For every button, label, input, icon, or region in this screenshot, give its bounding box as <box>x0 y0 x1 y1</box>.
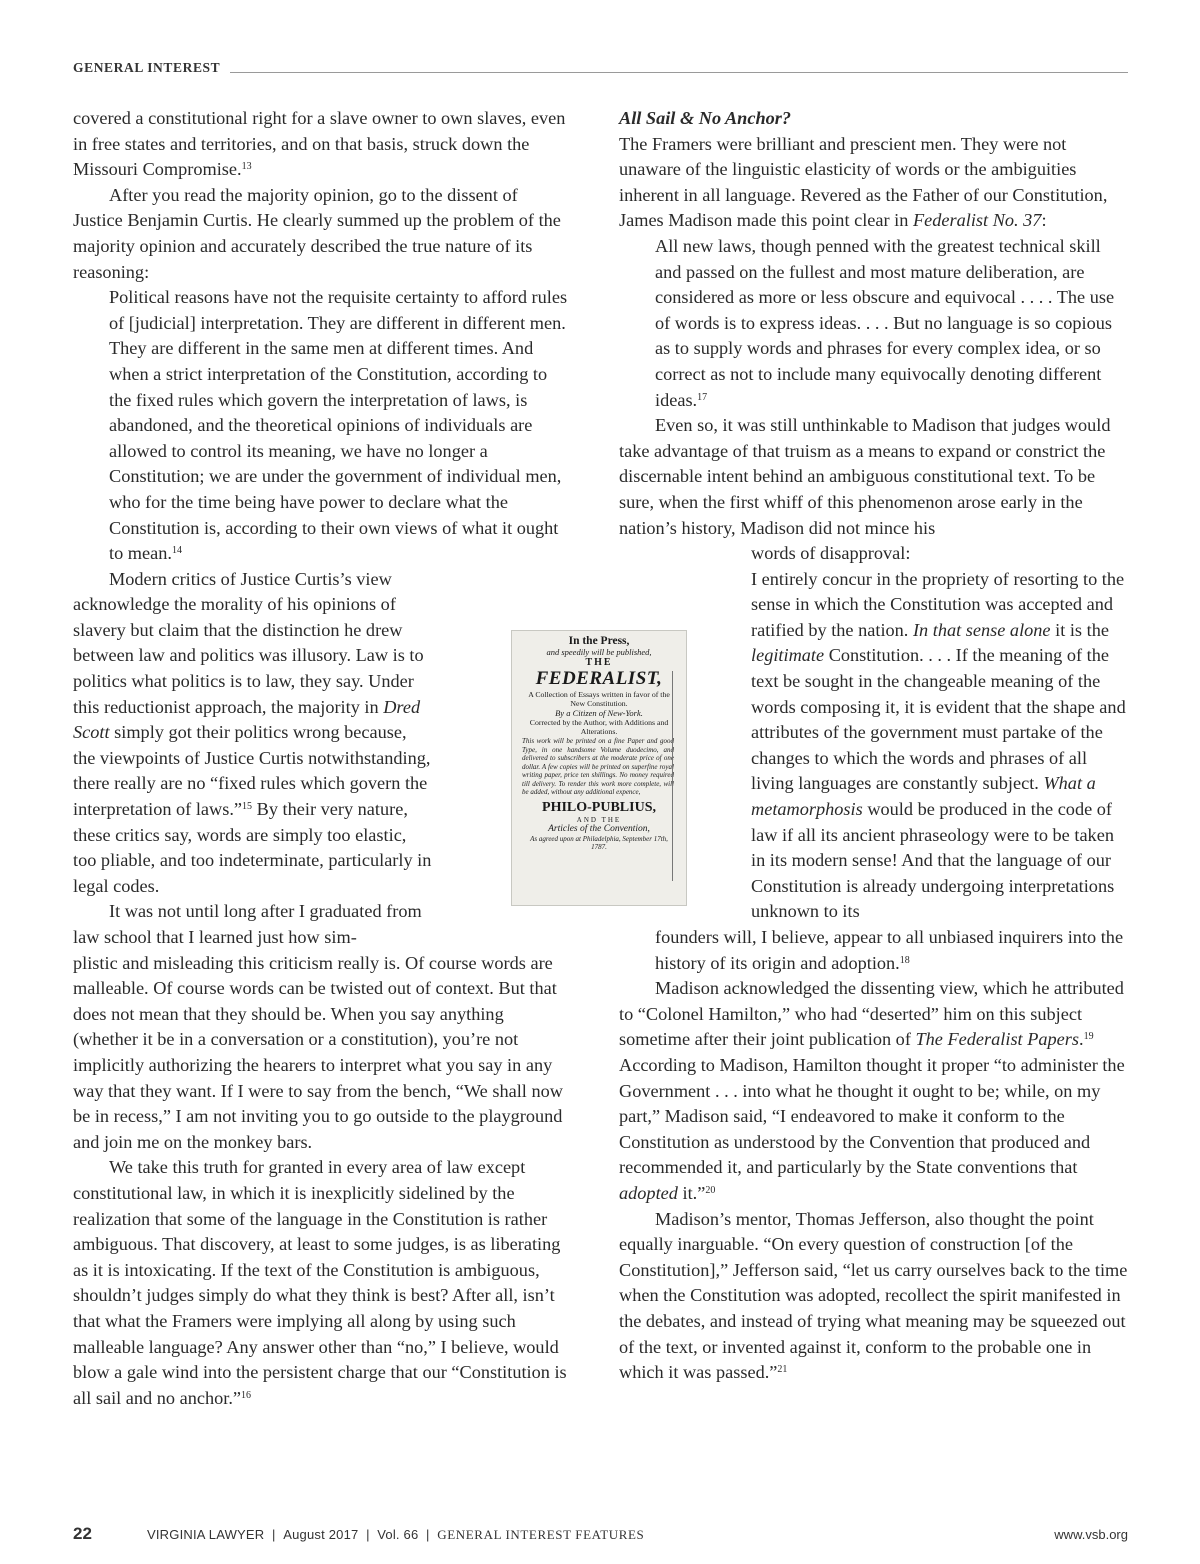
footnote-ref[interactable]: 17 <box>697 391 708 403</box>
footnote-ref[interactable]: 19 <box>1083 1031 1094 1043</box>
clip-line: AND THE <box>576 815 622 824</box>
page-number: 22 <box>73 1524 92 1543</box>
clip-line: THE <box>585 657 613 668</box>
left-column <box>73 106 571 1411</box>
footnote-ref[interactable]: 15 <box>242 801 253 813</box>
subheading: All Sail & No Anchor? <box>619 108 792 128</box>
clip-line: Articles of the Convention, <box>548 823 650 834</box>
paragraph-continued: words of disapproval: <box>751 543 911 564</box>
paragraph-continued: plistic and misleading this criticism really is. Of course words are malleable. Of course words can be twisted out of context. But that does not mean that they should be. When you say anything (whether it be in a conversation or a constitution), you’re not implicitly authorizing the hearers to interpret what you say in any way that they want. If I were to say from the bench, “We shall now be in recess,” I am not inviting you to go outside to the playground and join me on the monkey bars. <box>73 952 563 1152</box>
footnote-ref[interactable]: 13 <box>241 161 252 173</box>
footnote-ref[interactable]: 16 <box>241 1389 252 1401</box>
clip-body: This work will be printed on a fine Paper and good Type, in one handsome Volume duodecimo, and delivered to subscribers at the moderate price of one dollar. A few copies will be printed on superfine royal writing paper, price ten shillings. No money required till delivery. To render this work more complete, will be added, without any additional expence, <box>522 737 674 796</box>
block-quote: Political reasons have not the requisite certainty to afford rules of [judicial] interpretation. They are different in different men. They are different in the same men at different times. And when a strict interpretation of the Constitution, according to the fixed rules which govern the interpretation of laws, is abandoned, and the theoretical opinions of individuals are allowed to control its meaning, we have no longer a Constitution; we are under the government of individual men, who for the time being have power to declare what the Constitution is, according to their own views of what it ought to mean.$^{14}$ <box>109 287 568 564</box>
paragraph: Even so, it was still unthinkable to Madison that judges would take advantage of that truism as a means to expand or constrict the discernable intent behind an ambiguous constitutional text. To be sure, when the first whiff of this phenomenon arose early in the nation’s history, Madison did not mince his <box>619 415 1111 538</box>
block-quote-continued: founders will, I believe, appear to all unbiased inquirers into the history of its origin and adoption.$^{18}$ <box>655 927 1124 973</box>
paragraph: Madison acknowledged the dissenting view, which he attributed to “Colonel Hamilton,” who had “deserted” him on this subject sometime after their joint publication of The Federalist Papers.$^{19}$ According to Madison, Hamilton thought it proper “to administer the Government . . . into what he thought it ought to be; while, on my part,” Madison said, “I endeavored to make it conform to the Constitution as understood by the Convention that produced and recommended it, and particularly by the State conventions that adopted it.”$^{20}$ <box>619 978 1125 1203</box>
paragraph: Modern critics of Justice Curtis’s view acknowledge the morality of his opinions of slavery but claim that the distinction he drew between law and politics was illusory. Law is to politics what politics is to law, they say. Under this reductionist approach, the majority in Dred Scott simply got their politics wrong because, the viewpoints of Justice Curtis notwithstanding, there really are no “fixed rules which govern the interpretation of laws.”$^{15}$ By their very nature, these critics say, words are simply too elastic, too pliable, and too indeterminate, particularly in legal codes. <box>73 568 432 896</box>
footnote-ref[interactable]: 18 <box>899 954 910 966</box>
header-rule <box>230 72 1128 73</box>
page-footer <box>73 1524 1128 1548</box>
clip-line: As agreed upon at Philadelphia, September 17th, 1787. <box>530 834 668 851</box>
section-label: GENERAL INTEREST <box>73 60 221 75</box>
block-quote: All new laws, though penned with the greatest technical skill and passed on the fullest and most mature deliberation, are considered as more or less obscure and equivocal . . . . The use of words is to express ideas. . . . But no language is so copious as to supply words and phrases for every complex idea, or so correct as not to include many equivocally denoting different ideas.$^{17}$ <box>655 235 1115 410</box>
footnote-ref[interactable]: 14 <box>171 545 182 557</box>
right-column <box>619 106 1131 1386</box>
running-header <box>73 60 1128 80</box>
paragraph: The Framers were brilliant and prescient men. They were not unaware of the linguistic elasticity of words or the ambiguities inherent in all language. Revered as the Father of our Constitution, James Madison made this point clear in Federalist No. 37: <box>619 133 1108 231</box>
paragraph: After you read the majority opinion, go to the dissent of Justice Benjamin Curtis. He clearly summed up the problem of the majority opinion and accurately described the true nature of its reasoning: <box>73 184 561 282</box>
clip-line: PHILO-PUBLIUS, <box>542 799 656 815</box>
paragraph: Madison’s mentor, Thomas Jefferson, also thought the point equally inarguable. “On every question of construction [of the Constitution],” Jefferson said, “let us carry ourselves back to the time when the Constitution was adopted, recollect the spirit manifested in the debates, and instead of trying what meaning may be squeezed out of the text, or invented against it, conform to the probable one in which it was passed.”$^{21}$ <box>619 1208 1128 1383</box>
clip-line: Corrected by the Author, with Additions and Alterations. <box>529 718 669 736</box>
clip-title: FEDERALIST, <box>535 668 663 689</box>
publication-info: VIRGINIA LAWYER | August 2017 | Vol. 66 | GENERAL INTEREST FEATURES <box>147 1527 645 1542</box>
clip-line: and speedily will be published, <box>546 647 652 657</box>
paragraph: covered a constitutional right for a slave owner to own slaves, even in free states and territories, and on that basis, struck down the Missouri Compromise.$^{13}$ <box>73 108 566 180</box>
paragraph: We take this truth for granted in every area of law except constitutional law, in which it is inexplicitly sidelined by the realization that some of the language in the Constitution is rather ambiguous. That discovery, at least to some judges, is as liberating as it is intoxicating. If the text of the Constitution is ambiguous, shouldn’t judges simply do what they think is best? After all, isn’t that what the Framers were implying all along by using such malleable language? Any answer other than “no,” I believe, would blow a gale wind into the persistent charge that our “Constitution is all sail and no anchor.”$^{16}$ <box>73 1157 567 1408</box>
clip-line: In the Press, <box>568 635 630 647</box>
footnote-ref[interactable]: 20 <box>705 1184 716 1196</box>
website-link[interactable]: www.vsb.org <box>1054 1527 1128 1542</box>
paragraph: It was not until long after I graduated from law school that I learned just how sim- <box>73 901 422 947</box>
clip-line: A Collection of Essays written in favor of the New Constitution. <box>528 690 670 708</box>
block-quote: I entirely concur in the propriety of resorting to the sense in which the Constitution was accepted and ratified by the nation. In that sense alone it is the legitimate Constitution. . . . If the meaning of the text be sought in the changeable meaning of the words composing it, it is evident that the shape and attributes of the government must partake of the changes to which the words and phrases of all living languages are constantly subject. What a metamorphosis would be produced in the code of law if all its ancient phraseology were to be taken in its modern sense! And that the language of our Constitution is already undergoing interpretations unknown to its <box>751 568 1126 922</box>
clip-line: By a Citizen of New-York. <box>555 708 643 718</box>
footnote-ref[interactable]: 21 <box>777 1364 788 1376</box>
